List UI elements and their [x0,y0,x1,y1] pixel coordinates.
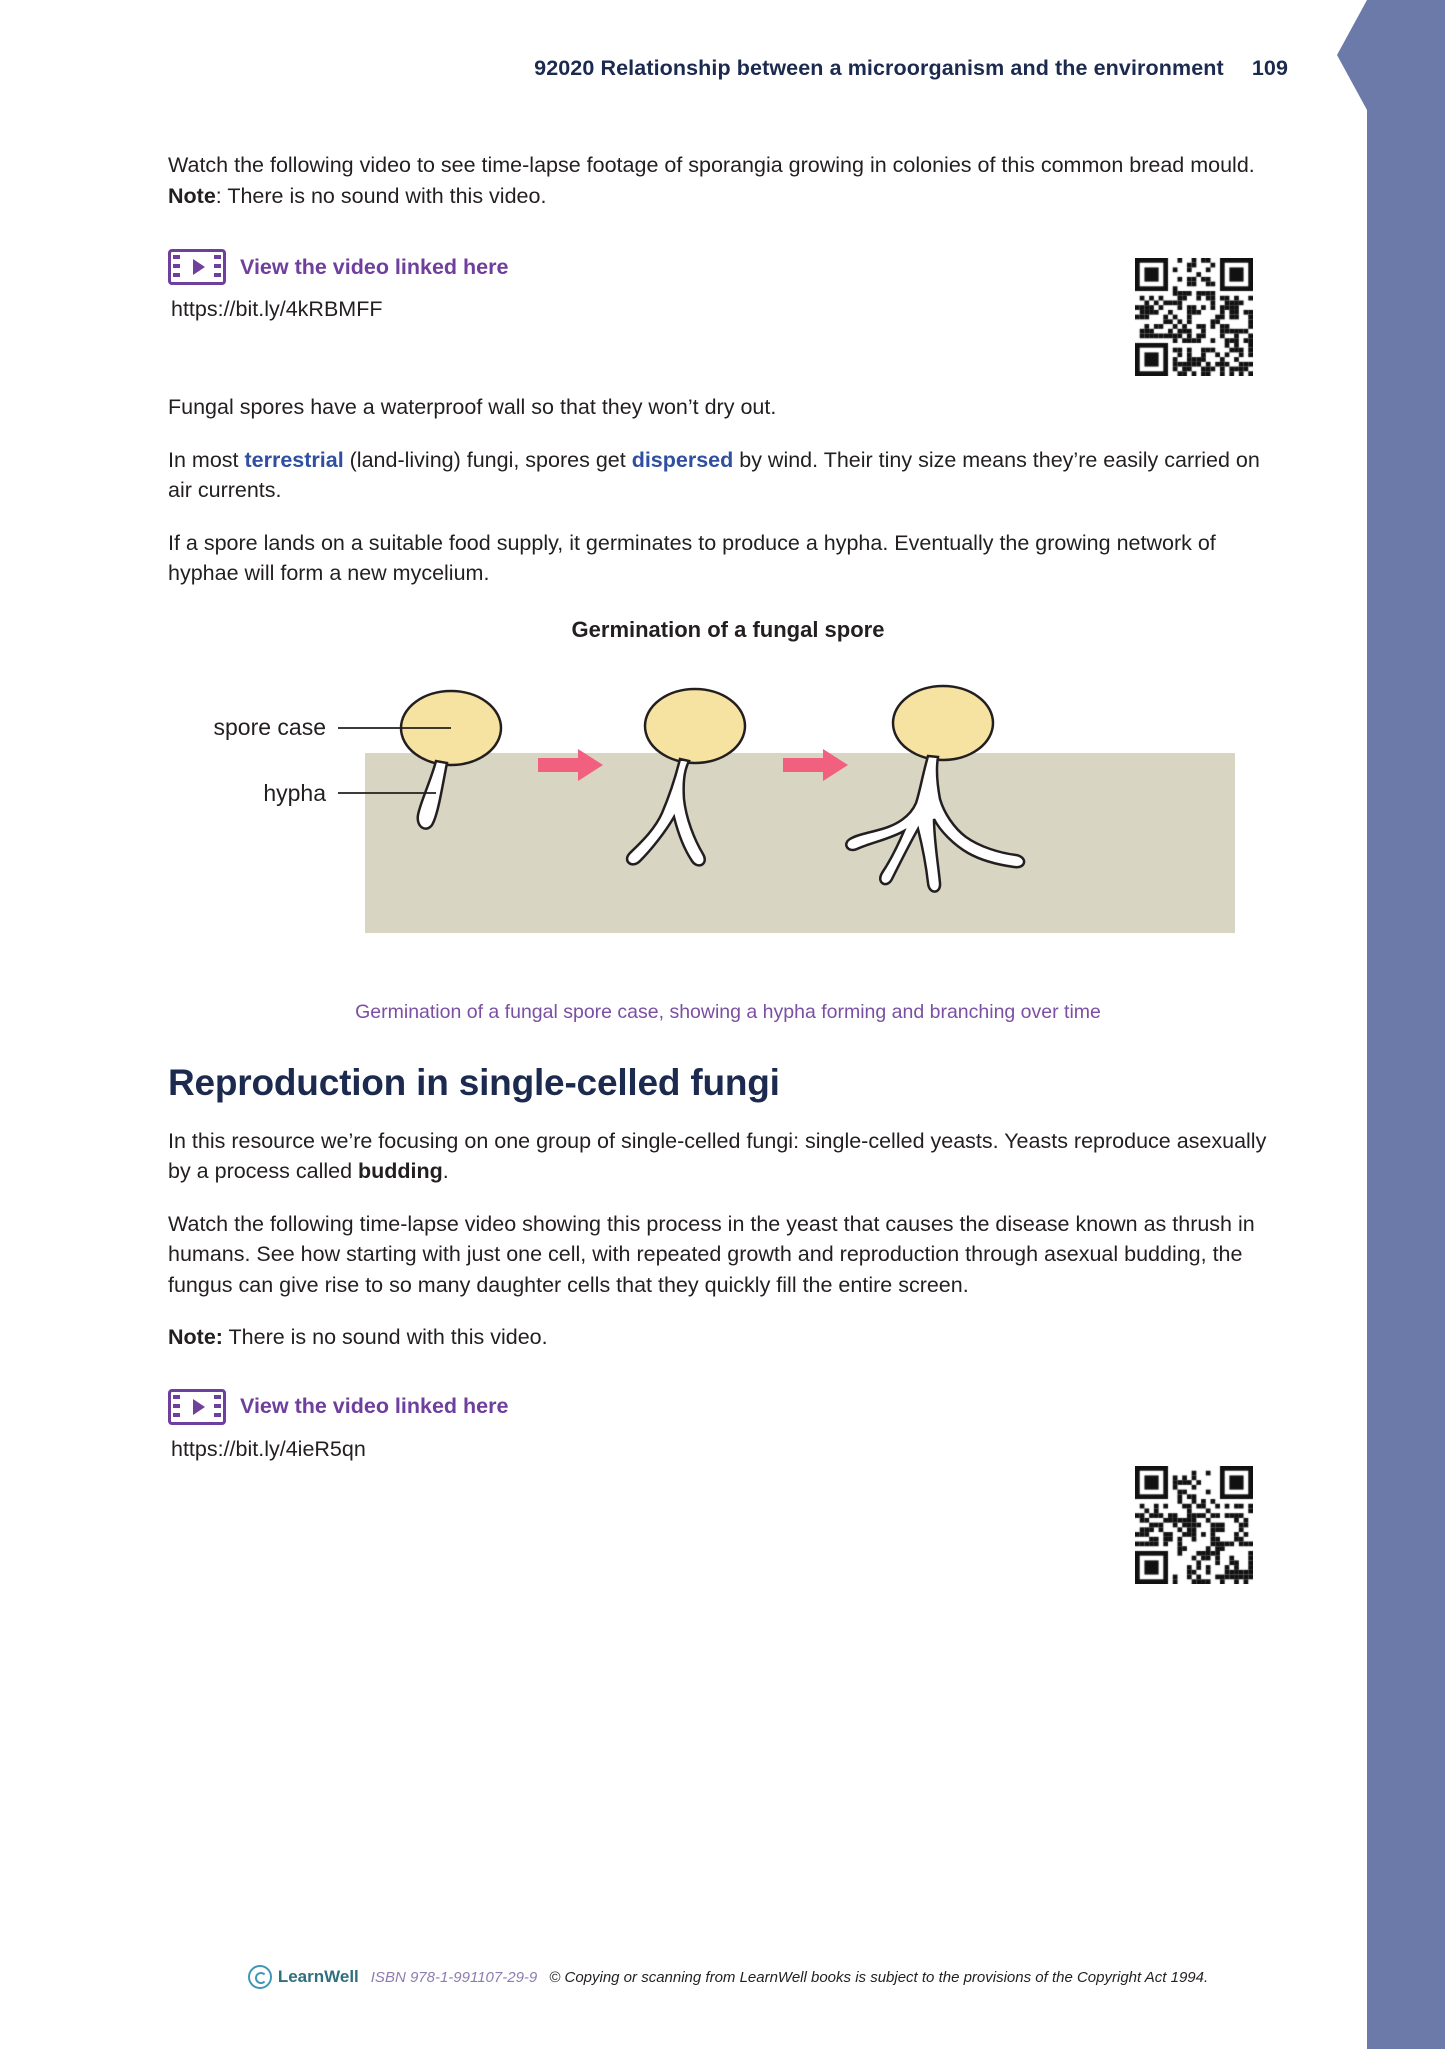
spore-case-2 [645,689,745,763]
paragraph-terrestrial [168,445,1288,506]
video-play-icon [168,1389,226,1425]
paragraph-intro-text-a: Watch the following video to see time-lapse footage of sporangia growing in colonies of this common bread mould. [168,153,1255,177]
copyright-text: © Copying or scanning from LearnWell books is subject to the provisions of the Copyright Act 1994. [549,1968,1209,1986]
page-footer [168,1965,1288,1989]
paragraph-terrestrial-b: (land-living) fungi, spores get [343,447,632,472]
video-link-2[interactable]: View the video linked here [240,1394,509,1419]
figure-svg [168,653,1288,983]
note-text-2: There is no sound with this video. [222,1325,548,1350]
isbn-text: ISBN 978-1-991107-29-9 [370,1968,538,1986]
paragraph-thrush-video: Watch the following time-lapse video showing this process in the yeast that causes the disease known as thrush in humans. See how starting with just one cell, with repeated growth and reproduction through asexual budding, the fungus can give rise to so many daughter cells that they quickly fill the entire screen. [168,1211,1255,1297]
paragraph-intro [168,150,1288,211]
video-block-2 [168,1389,1288,1462]
play-triangle-icon [193,1399,205,1415]
film-sprockets-right [214,255,221,279]
video-block-1 [168,249,1288,322]
qr-code-video-1[interactable] [1135,258,1253,376]
label-hypha: hypha [263,779,326,806]
paragraph-terrestrial-c: by wind. Their tiny size means they’re easily carried on air currents. [168,447,1260,503]
figure-title: Germination of a fungal spore [571,616,885,642]
paragraph-budding-b: . [442,1159,449,1184]
video-link-row-1[interactable] [168,249,1288,285]
video-url-2[interactable]: https://bit.ly/4ieR5qn [171,1436,366,1461]
section-heading: Reproduction in single-celled fungi [168,1061,780,1103]
figure-caption: Germination of a fungal spore case, showing a hypha forming and branching over time [355,1000,1101,1023]
video-url-1[interactable]: https://bit.ly/4kRBMFF [171,297,383,322]
page-edge-tab [1337,0,1367,110]
learnwell-logo [248,1965,359,1989]
film-sprockets-left [173,1395,180,1419]
content-area [168,150,1288,1468]
paragraph-intro-text-b: : There is no sound with this video. [215,183,547,208]
brand-name: LearnWell [277,1967,359,1986]
film-sprockets-right [214,1395,221,1419]
figure-germination [168,653,1288,983]
video-play-icon [168,249,226,285]
running-head-title: 92020 Relationship between a microorganism and the environment [534,56,1224,80]
term-budding: budding [358,1159,443,1184]
film-sprockets-left [173,255,180,279]
note-label: Note [168,183,216,208]
paragraph-terrestrial-a: In most [168,447,245,472]
term-dispersed: dispersed [631,447,734,472]
note-label-2: Note: [168,1325,223,1350]
page-edge-band [1367,0,1445,2049]
play-triangle-icon [193,259,205,275]
video-link-1[interactable]: View the video linked here [240,254,509,279]
video-link-row-2[interactable] [168,1389,1288,1425]
paragraph-note-2 [168,1322,1288,1353]
paragraph-waterproof: Fungal spores have a waterproof wall so that they won’t dry out. [168,395,777,420]
qr-code-video-2[interactable] [1135,1466,1253,1584]
spore-case-3 [893,686,993,760]
page-number: 109 [1251,56,1288,80]
running-head [168,56,1288,81]
term-terrestrial: terrestrial [244,447,344,472]
paragraph-budding [168,1126,1288,1187]
label-spore-case: spore case [213,713,326,740]
paragraph-budding-a: In this resource we’re focusing on one group of single-celled fungi: single-celled yeasts. Yeasts reproduce asexually by a process called [168,1128,1267,1184]
soil-band [365,753,1235,933]
swirl-icon [248,1965,272,1989]
paragraph-germination: If a spore lands on a suitable food supply, it germinates to produce a hypha. Eventually the growing network of hyphae will form a new mycelium. [168,530,1216,586]
